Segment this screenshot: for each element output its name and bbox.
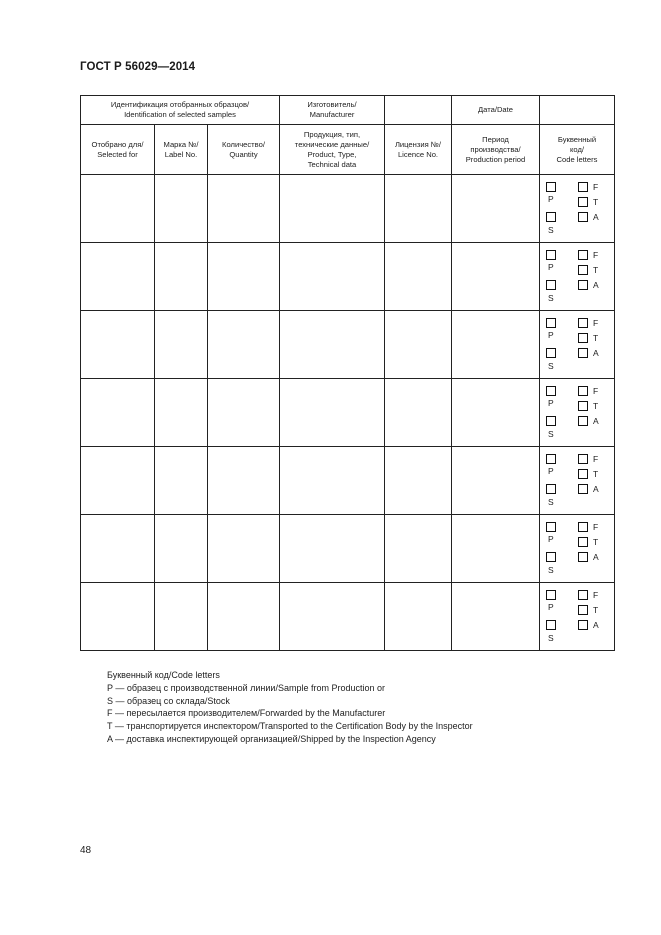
legend-item: F — пересылается производителем/Forwarded by the Manufacturer [107, 708, 386, 719]
table-row [81, 447, 615, 515]
code-letter-s: S [548, 565, 554, 575]
code-letter-t: T [593, 605, 599, 615]
code-letter-p: P [548, 602, 554, 612]
cell-quantity[interactable] [208, 447, 280, 515]
code-a-checkbox[interactable] [578, 484, 588, 494]
code-a-checkbox[interactable] [578, 416, 588, 426]
code-f-checkbox[interactable] [578, 318, 588, 328]
cell-label-no[interactable] [155, 515, 208, 583]
cell-quantity[interactable] [208, 311, 280, 379]
code-letter-a: A [593, 212, 599, 222]
code-letter-f: F [593, 386, 599, 396]
code-a-checkbox[interactable] [578, 212, 588, 222]
cell-selected-for[interactable] [81, 583, 155, 651]
code-letter-a: A [593, 348, 599, 358]
cell-selected-for[interactable] [81, 447, 155, 515]
cell-production-period[interactable] [452, 379, 540, 447]
code-t-checkbox[interactable] [578, 537, 588, 547]
col-code-letters: Буквенный код/ Code letters [540, 125, 615, 175]
header-blank [385, 96, 452, 125]
cell-label-no[interactable] [155, 311, 208, 379]
cell-code-letters [540, 243, 615, 311]
code-f-checkbox[interactable] [578, 182, 588, 192]
code-letter-s: S [548, 293, 554, 303]
cell-production-period[interactable] [452, 515, 540, 583]
code-t-checkbox[interactable] [578, 469, 588, 479]
cell-label-no[interactable] [155, 175, 208, 243]
table-row [81, 311, 615, 379]
code-t-checkbox[interactable] [578, 401, 588, 411]
code-letter-t: T [593, 197, 599, 207]
code-s-checkbox[interactable] [546, 552, 556, 562]
cell-product[interactable] [280, 583, 385, 651]
code-s-checkbox[interactable] [546, 416, 556, 426]
code-letter-f: F [593, 454, 599, 464]
col-selected-for: Отобрано для/ Selected for [81, 125, 155, 175]
code-f-checkbox[interactable] [578, 522, 588, 532]
code-s-checkbox[interactable] [546, 348, 556, 358]
code-f-checkbox[interactable] [578, 590, 588, 600]
cell-licence-no[interactable] [385, 175, 452, 243]
legend-item: P — образец с производственной линии/Sample from Production or [107, 682, 386, 693]
cell-quantity[interactable] [208, 243, 280, 311]
code-a-checkbox[interactable] [578, 620, 588, 630]
legend-item: S — образец со склада/Stock [107, 695, 230, 706]
code-letter-s: S [548, 429, 554, 439]
code-letter-p: P [548, 330, 554, 340]
cell-production-period[interactable] [452, 175, 540, 243]
cell-label-no[interactable] [155, 243, 208, 311]
code-letter-a: A [593, 484, 599, 494]
cell-licence-no[interactable] [385, 311, 452, 379]
cell-code-letters [540, 379, 615, 447]
code-t-checkbox[interactable] [578, 265, 588, 275]
table-row [81, 583, 615, 651]
cell-licence-no[interactable] [385, 243, 452, 311]
header-row-group [81, 96, 615, 125]
cell-label-no[interactable] [155, 583, 208, 651]
page-number: 48 [80, 845, 92, 856]
code-letter-t: T [593, 401, 599, 411]
code-f-checkbox[interactable] [578, 454, 588, 464]
code-letter-t: T [593, 469, 599, 479]
legend [107, 669, 473, 746]
code-p-checkbox[interactable] [546, 318, 556, 328]
code-letter-f: F [593, 318, 599, 328]
col-licence-no: Лицензия №/ Licence No. [385, 125, 452, 175]
cell-selected-for[interactable] [81, 311, 155, 379]
cell-production-period[interactable] [452, 583, 540, 651]
code-letter-t: T [593, 333, 599, 343]
cell-product[interactable] [280, 379, 385, 447]
header-manufacturer: Изготовитель/ Manufacturer [280, 96, 385, 125]
code-t-checkbox[interactable] [578, 197, 588, 207]
header-row-columns [81, 125, 615, 175]
cell-licence-no[interactable] [385, 515, 452, 583]
code-letter-t: T [593, 537, 599, 547]
code-p-checkbox[interactable] [546, 522, 556, 532]
code-letter-p: P [548, 534, 554, 544]
cell-quantity[interactable] [208, 379, 280, 447]
code-p-checkbox[interactable] [546, 590, 556, 600]
cell-production-period[interactable] [452, 447, 540, 515]
cell-licence-no[interactable] [385, 447, 452, 515]
code-letter-f: F [593, 522, 599, 532]
table-row [81, 175, 615, 243]
cell-code-letters [540, 583, 615, 651]
code-s-checkbox[interactable] [546, 280, 556, 290]
cell-quantity[interactable] [208, 583, 280, 651]
code-t-checkbox[interactable] [578, 605, 588, 615]
header-identification: Идентификация отобранных образцов/ Identification of selected samples [81, 96, 280, 125]
cell-product[interactable] [280, 243, 385, 311]
cell-code-letters [540, 447, 615, 515]
cell-code-letters [540, 515, 615, 583]
cell-quantity[interactable] [208, 515, 280, 583]
code-a-checkbox[interactable] [578, 348, 588, 358]
code-p-checkbox[interactable] [546, 454, 556, 464]
table-row [81, 515, 615, 583]
code-f-checkbox[interactable] [578, 386, 588, 396]
code-letter-s: S [548, 497, 554, 507]
code-letter-p: P [548, 466, 554, 476]
code-s-checkbox[interactable] [546, 620, 556, 630]
code-letter-f: F [593, 250, 599, 260]
code-p-checkbox[interactable] [546, 386, 556, 396]
document-header: ГОСТ Р 56029—2014 [80, 61, 196, 73]
code-letter-a: A [593, 280, 599, 290]
cell-licence-no[interactable] [385, 379, 452, 447]
code-letter-s: S [548, 361, 554, 371]
code-s-checkbox[interactable] [546, 212, 556, 222]
cell-label-no[interactable] [155, 447, 208, 515]
code-letter-a: A [593, 552, 599, 562]
cell-product[interactable] [280, 515, 385, 583]
header-blank-2 [540, 96, 615, 125]
code-p-checkbox[interactable] [546, 250, 556, 260]
code-t-checkbox[interactable] [578, 333, 588, 343]
cell-selected-for[interactable] [81, 515, 155, 583]
code-letter-p: P [548, 398, 554, 408]
cell-production-period[interactable] [452, 311, 540, 379]
cell-code-letters [540, 311, 615, 379]
code-s-checkbox[interactable] [546, 484, 556, 494]
cell-production-period[interactable] [452, 243, 540, 311]
cell-label-no[interactable] [155, 379, 208, 447]
code-letter-a: A [593, 416, 599, 426]
legend-item: A — доставка инспектирующей организацией/Shipped by the Inspection Agency [107, 733, 436, 744]
code-a-checkbox[interactable] [578, 552, 588, 562]
cell-selected-for[interactable] [81, 379, 155, 447]
col-production-period: Период производства/ Production period [452, 125, 540, 175]
cell-licence-no[interactable] [385, 583, 452, 651]
code-p-checkbox[interactable] [546, 182, 556, 192]
legend-title: Буквенный код/Code letters [107, 670, 220, 680]
code-f-checkbox[interactable] [578, 250, 588, 260]
cell-selected-for[interactable] [81, 243, 155, 311]
cell-product[interactable] [280, 311, 385, 379]
code-letter-p: P [548, 262, 554, 272]
code-a-checkbox[interactable] [578, 280, 588, 290]
samples-table [80, 95, 615, 651]
code-letter-f: F [593, 590, 599, 600]
col-label-no: Марка №/ Label No. [155, 125, 208, 175]
cell-code-letters [540, 175, 615, 243]
col-quantity: Количество/ Quantity [208, 125, 280, 175]
cell-product[interactable] [280, 175, 385, 243]
code-letter-s: S [548, 633, 554, 643]
header-date: Дата/Date [452, 96, 540, 125]
cell-selected-for[interactable] [81, 175, 155, 243]
code-letter-t: T [593, 265, 599, 275]
table-row [81, 379, 615, 447]
table-row [81, 243, 615, 311]
code-letter-p: P [548, 194, 554, 204]
code-letter-f: F [593, 182, 599, 192]
legend-item: T — транспортируется инспектором/Transported to the Certification Body by the Inspector [107, 721, 473, 732]
code-letter-a: A [593, 620, 599, 630]
code-letter-s: S [548, 225, 554, 235]
cell-quantity[interactable] [208, 175, 280, 243]
col-product: Продукция, тип, технические данные/ Product, Type, Technical data [280, 125, 385, 175]
cell-product[interactable] [280, 447, 385, 515]
